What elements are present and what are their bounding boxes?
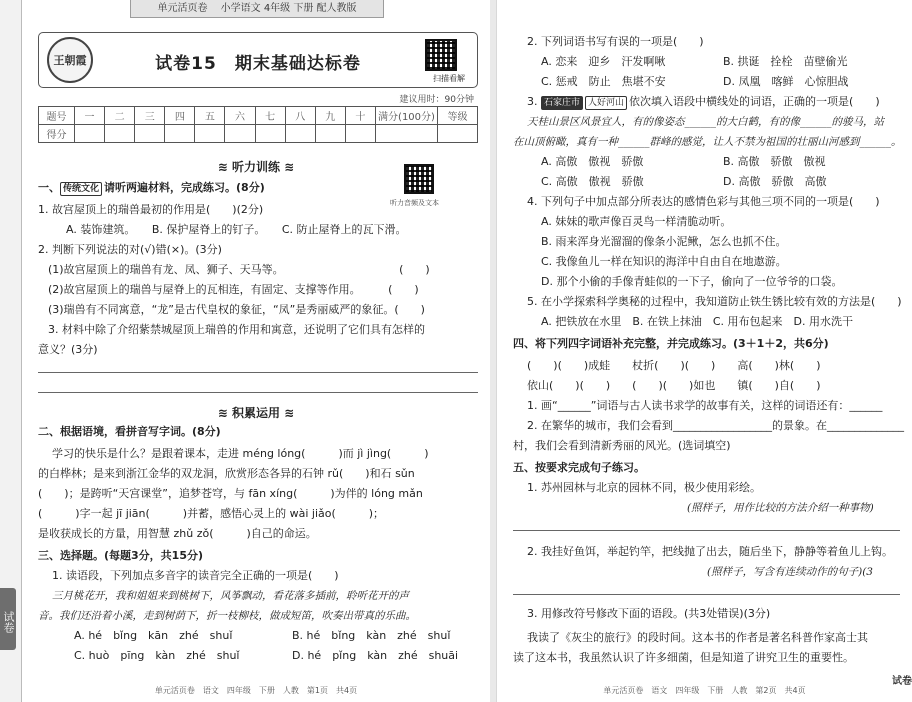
q3-3-text: 依次填入语段中横线处的词语，正确的一项是( ) — [629, 95, 880, 108]
q3-1-passage: 三月桃花开，我和姐姐来到桃树下，风筝飘动，看花落多插前，聆听花开的声 — [52, 590, 409, 602]
score-table — [38, 106, 478, 143]
score-input[interactable] — [376, 125, 438, 143]
q3-4: 4. 下列句子中加点部分所表达的感情色彩与其他三项不同的一项是( ) — [527, 195, 880, 208]
q3-4-option-d[interactable]: D. 那个小偷的手像青蛙似的一下子，偷向了一位爷爷的口袋。 — [541, 275, 843, 288]
q2-line: ( )；是跨听“天宫课堂”，追梦苍穹，与 fān xíng( )为伴的 lóng mǎn — [38, 487, 423, 500]
q5-heading: 五、按要求完成句子练习。 — [513, 461, 645, 474]
answer-line[interactable] — [38, 372, 478, 373]
q1-2-b: (2)故宫屋顶上的瑞兽与屋脊上的瓦相连，有固定、支撑等作用。 ( ) — [48, 283, 419, 296]
header-brand: 单元活页卷 — [157, 3, 208, 14]
q3-1-passage: 音。我们还沿着小溪，走到树荫下，折一枝柳枝，做成短笛，吹奏出带真的乐曲。 — [38, 610, 416, 622]
brand-seal-icon: 王朝霞 — [47, 37, 93, 83]
qr-audio-caption: 听力音频及文本 — [390, 199, 439, 207]
q2-line: 是收获成长的方量，用智慧 zhǔ zǒ( )自己的命运。 — [38, 527, 317, 540]
q4-1: 1. 画“______”词语与古人读书求学的故事有关，这样的词语还有：______ — [527, 399, 883, 412]
score-cell: 得分 — [39, 125, 75, 143]
q1-2-a: (1)故宫屋顶上的瑞兽有龙、凤、狮子、天马等。 ( ) — [48, 263, 430, 276]
score-input[interactable] — [195, 125, 225, 143]
q3-4-option-a[interactable]: A. 妹妹的歌声像百灵鸟一样清脆动听。 — [541, 215, 732, 228]
score-input-row — [39, 125, 478, 143]
score-cell: 十 — [345, 107, 375, 125]
q1-2-c: (3)瑞兽有不同寓意，“龙”是古代皇权的象征，“凤”是秀丽威严的象征。( ) — [48, 303, 425, 316]
q5-3-paragraph: 读了这本书，我虽然认识了许多细菌，但是知道了讲究卫生的重要性。 — [513, 651, 854, 664]
right-page — [496, 0, 912, 702]
answer-line[interactable] — [513, 530, 900, 531]
score-input[interactable] — [255, 125, 285, 143]
q4-words-row[interactable]: 依山( )( ) ( )( )如也 镇( )自( ) — [527, 379, 821, 392]
score-input[interactable] — [225, 125, 255, 143]
q1-tag: 传统文化 — [60, 182, 102, 196]
q3-3-option-d[interactable]: D. 高傲 骄傲 高傲 — [723, 175, 827, 188]
score-cell: 八 — [285, 107, 315, 125]
q1-heading — [38, 180, 478, 196]
q1-text: 请听两遍材料，完成练习。(8分) — [104, 181, 265, 194]
q2-line: ( )字一起 jī jiān( )并蓄，感悟心灵上的 wài jiǎo( )； — [38, 507, 385, 520]
header-subject: 小学语文 4年级 下册 配人教版 — [220, 3, 357, 14]
q4-2-b: 村，我们会看到清新秀丽的风光。(选词填空) — [513, 439, 731, 452]
score-input[interactable] — [75, 125, 105, 143]
score-cell: 四 — [165, 107, 195, 125]
score-cell: 五 — [195, 107, 225, 125]
score-cell: 七 — [255, 107, 285, 125]
q3-heading: 三、选择题。(每题3分，共15分) — [38, 549, 204, 562]
q3-2-option-a[interactable]: A. 恋来 迎乡 汗发啊啾 — [541, 55, 666, 68]
header-banner — [130, 0, 384, 18]
q4-2: 2. 在繁华的城市，我们会看到__________________的景象。在______________ — [527, 419, 904, 432]
q4-heading: 四、将下列四字词语补充完整，并完成练习。(3＋1＋2，共6分) — [513, 337, 829, 350]
score-cell: 六 — [225, 107, 255, 125]
q3-3-option-c[interactable]: C. 高傲 傲视 骄傲 — [541, 175, 644, 188]
q3-1-option-a[interactable]: A. hé bǐng kān zhé shuǐ — [74, 629, 233, 642]
right-footer: 单元活页卷 语文 四年级 下册 人教 第2页 共4页 — [603, 686, 806, 695]
q3-2-option-b[interactable]: B. 拱诞 拴栓 苗壁偷光 — [723, 55, 848, 68]
score-input[interactable] — [105, 125, 135, 143]
q3-3 — [527, 94, 900, 110]
q5-2-hint: (照样子，写含有连续动作的句子)(3 — [707, 566, 873, 578]
q3-5: 5. 在小学探索科学奥秘的过程中，我知道防止铁生锈比较有效的方法是( ) — [527, 295, 902, 308]
title-box — [38, 32, 478, 88]
q3-3-number: 3. — [527, 95, 541, 108]
q3-1-option-b[interactable]: B. hé bǐng kàn zhé shuǐ — [292, 629, 451, 642]
q1-1: 1. 故宫屋顶上的瑞兽最初的作用是( )(2分) — [38, 203, 264, 216]
q3-2-option-c[interactable]: C. 惩戒 防止 焦堪不安 — [541, 75, 666, 88]
usage-title: ≋ 积累运用 ≋ — [217, 406, 295, 420]
q3-3-passage: 在山顶俯瞰，真有一种______群峰的感觉，让人不禁为祖国的壮丽山河感到______。 — [513, 136, 902, 148]
q5-3: 3. 用修改符号修改下面的语段。(共3处错误)(3分) — [527, 607, 771, 620]
qr-caption: 扫描看解 — [433, 74, 465, 83]
left-footer: 单元活页卷 语文 四年级 下册 人教 第1页 共4页 — [154, 686, 358, 695]
score-cell: 等级 — [438, 107, 478, 125]
binding-spine — [0, 0, 22, 702]
q3-2: 2. 下列词语书写有误的一项是( ) — [527, 35, 704, 48]
score-input[interactable] — [285, 125, 315, 143]
page-title: 试卷15 期末基础达标卷 — [155, 54, 361, 74]
q3-5-options[interactable]: A. 把铁放在水里 B. 在铁上抹油 C. 用布包起来 D. 用水洗干 — [541, 315, 853, 328]
q3-3-tag-topic: 人好河山 — [585, 96, 627, 110]
q3-1-option-d[interactable]: D. hé pǐng kàn zhé shuāi — [292, 649, 459, 662]
q5-1: 1. 苏州园林与北京的园林不同，极少使用彩绘。 — [527, 481, 761, 494]
qr-code-icon[interactable] — [425, 39, 457, 71]
q3-3-option-b[interactable]: B. 高傲 骄傲 傲视 — [723, 155, 826, 168]
score-input[interactable] — [165, 125, 195, 143]
score-cell: 题号 — [39, 107, 75, 125]
q2-line: 学习的快乐是什么？是跟着课本，走进 méng lóng( )而 jì jìng( ) — [52, 447, 429, 460]
q3-4-option-c[interactable]: C. 我像鱼儿一样在知识的海洋中自由自在地遨游。 — [541, 255, 787, 268]
q2-heading: 二、根据语境，看拼音写字词。(8分) — [38, 425, 221, 438]
q3-3-option-a[interactable]: A. 高傲 傲视 骄傲 — [541, 155, 644, 168]
q1-3: 3. 材料中除了介绍紫禁城屋顶上瑞兽的作用和寓意，还说明了它们具有怎样的 — [48, 323, 425, 336]
q1-3-b: 意义？(3分) — [38, 343, 98, 356]
q3-1: 1. 读语段，下列加点多音字的读音完全正确的一项是( ) — [52, 569, 339, 582]
score-header-row — [39, 107, 478, 125]
score-input[interactable] — [315, 125, 345, 143]
score-input[interactable] — [345, 125, 375, 143]
q1-2: 2. 判断下列说法的对(√)错(×)。(3分) — [38, 243, 222, 256]
q5-1-hint: (照样子，用作比较的方法介绍一种事物) — [687, 502, 874, 514]
score-input[interactable] — [135, 125, 165, 143]
q1-1-options: A. 装饰建筑。 B. 保护屋脊上的钉子。 C. 防止屋脊上的瓦下滑。 — [66, 223, 407, 236]
q3-3-tag-city: 石家庄市 — [541, 96, 583, 110]
q4-words-row[interactable]: ( )( )成蛙 杖折( )( ) 高( )林( ) — [527, 359, 821, 372]
left-page — [22, 0, 490, 702]
score-cell: 满分(100分) — [376, 107, 438, 125]
score-cell: 二 — [105, 107, 135, 125]
score-cell: 三 — [135, 107, 165, 125]
edge-stamp: 试卷 — [892, 676, 912, 687]
q5-2: 2. 我挂好鱼饵，举起钓竿，把线抛了出去，随后坐下，静静等着鱼儿上钩。 — [527, 545, 893, 558]
time-note: 建议用时：90分钟 — [399, 95, 474, 105]
q2-line: 的白桦林；是来到浙江金华的双龙洞，欣赏形态各异的石钟 rǔ( )和石 sǔn — [38, 467, 415, 480]
score-cell: 一 — [75, 107, 105, 125]
score-cell: 九 — [315, 107, 345, 125]
q1-number: 一、 — [38, 181, 60, 194]
score-input[interactable] — [438, 125, 478, 143]
q3-4-option-b[interactable]: B. 雨来浑身光溜溜的像条小泥鳅，怎么也抓不住。 — [541, 235, 787, 248]
spine-tab: 试卷 — [0, 588, 16, 650]
q3-1-option-c[interactable]: C. huò pīng kàn zhé shuǐ — [74, 649, 240, 662]
q3-3-passage: 天桂山景区风景宜人，有的像姿态______的大白鹤，有的像______的骏马，站 — [527, 116, 884, 128]
q5-3-paragraph: 我读了《灰尘的旅行》的段时间。这本书的作者是著名科普作家高士其 — [527, 631, 868, 644]
q3-2-option-d[interactable]: D. 凤凰 喀鲜 心惊胆战 — [723, 75, 849, 88]
listening-title: ≋ 听力训练 ≋ — [217, 160, 295, 174]
answer-line[interactable] — [513, 594, 900, 595]
answer-line[interactable] — [38, 392, 478, 393]
